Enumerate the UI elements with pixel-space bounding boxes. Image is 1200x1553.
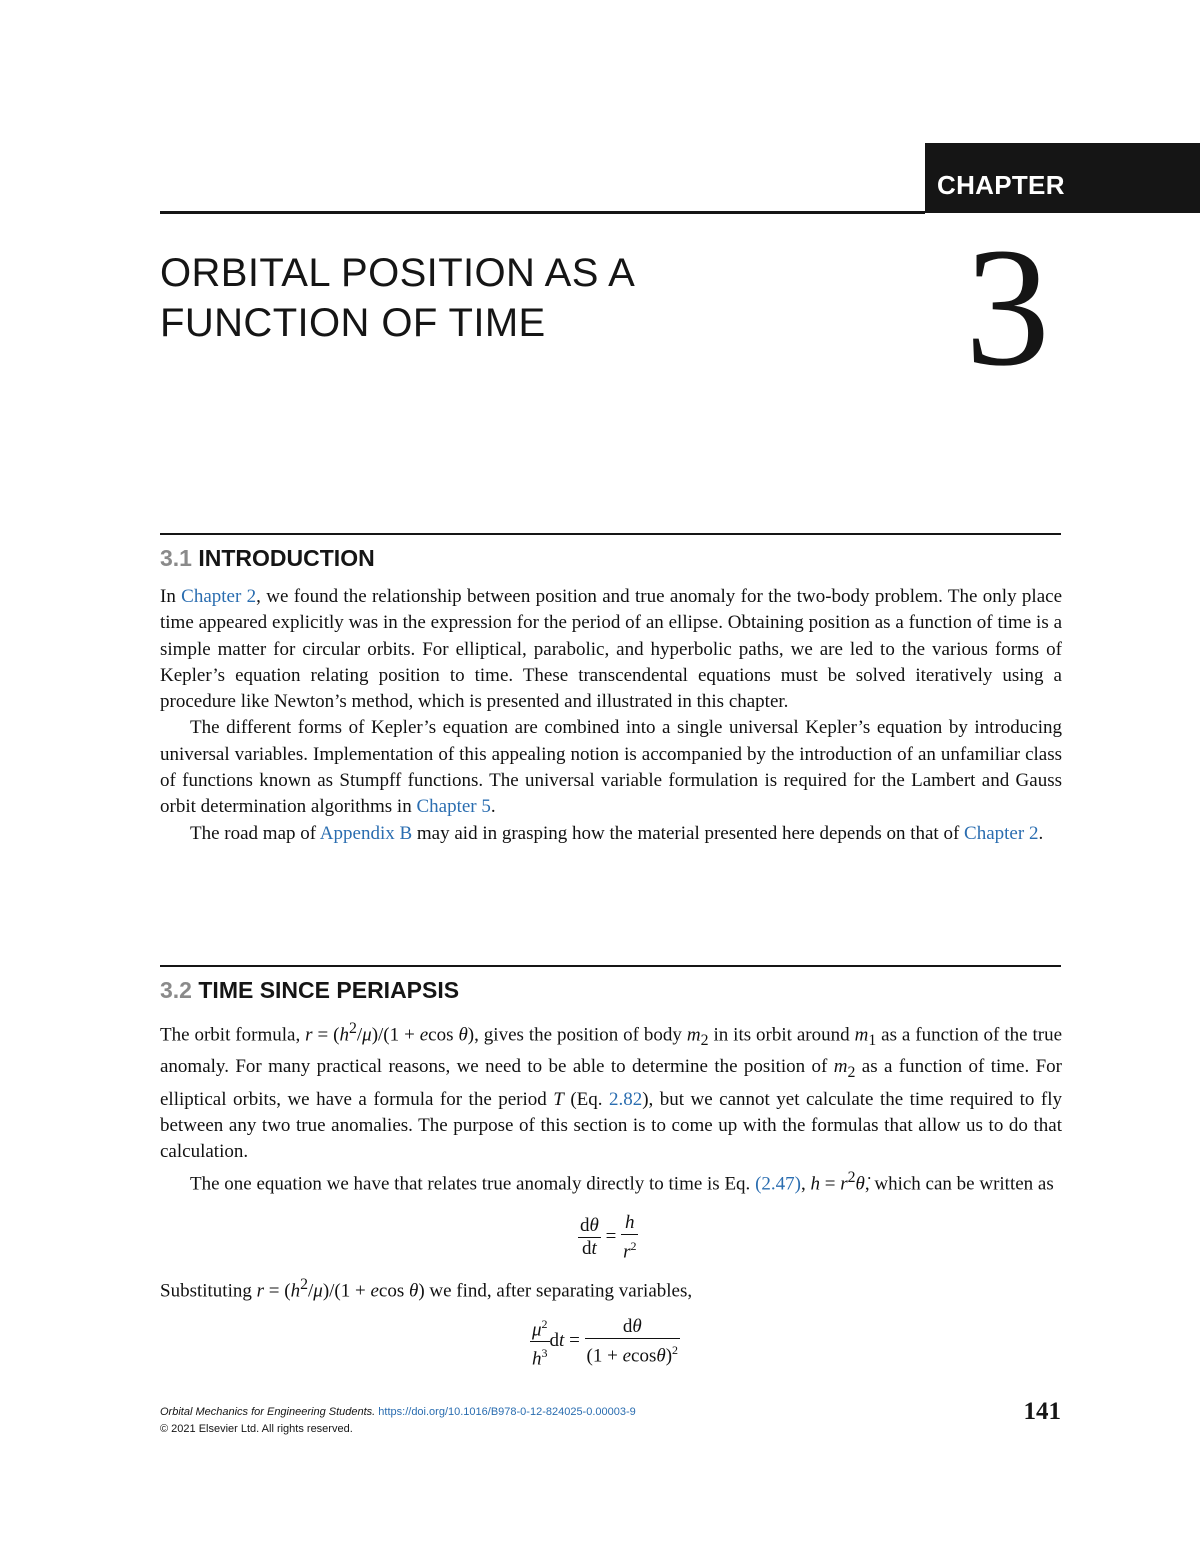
chapter-title-line1: ORBITAL POSITION AS A bbox=[160, 251, 636, 295]
chapter-title-line2: FUNCTION OF TIME bbox=[160, 301, 546, 345]
section-title: INTRODUCTION bbox=[198, 545, 375, 571]
page-footer bbox=[160, 1404, 636, 1438]
paragraph: The one equation we have that relates true anomaly directly to time is Eq. (2.47), $h = r^2\thetȧ$, which can be written as bbox=[190, 1169, 1054, 1195]
chapter-link[interactable]: Chapter 2 bbox=[964, 822, 1039, 844]
appendix-link[interactable]: Appendix B bbox=[319, 822, 413, 844]
equation-link[interactable]: 2.82 bbox=[608, 1088, 643, 1110]
equation-link[interactable]: (2.47) bbox=[755, 1173, 801, 1195]
page-number: 141 bbox=[1023, 1398, 1061, 1425]
equation-dtheta-dt: $\frac{d\theta}{dt}$ = $\frac{h}{r^2}$ bbox=[580, 1212, 637, 1263]
section-number: 3.1 bbox=[160, 545, 192, 571]
copyright: © 2021 Elsevier Ltd. All rights reserved. bbox=[160, 1423, 353, 1435]
section-rule bbox=[160, 533, 1061, 535]
section-body bbox=[160, 1272, 1062, 1305]
section-body bbox=[160, 584, 1062, 847]
chapter-link[interactable]: Chapter 2 bbox=[181, 586, 257, 607]
paragraph: The orbit formula, $r = (h^2/\mu)/(1 + ecos$ θ), gives the position of body $m_2$ in its orbit around $m_1$ as a function of the true anomaly. For many practical reasons, we need to be able to determine the position of $m_2$ as a function of time. For elliptical orbits, we have a formula for the period T (Eq. 2.82), but we cannot yet calculate the time required to fly between any two true anomalies. The purpose of this section is to come up with the formulas that allow us to do that calculation. bbox=[160, 1020, 1063, 1163]
chapter-title bbox=[160, 248, 635, 348]
chapter-link[interactable]: Chapter 5 bbox=[416, 796, 491, 818]
chapter-number: 3 bbox=[965, 213, 1050, 401]
section-heading bbox=[160, 977, 459, 1004]
book-title: Orbital Mechanics for Engineering Students. bbox=[160, 1406, 376, 1418]
chapter-rule bbox=[160, 211, 925, 214]
section-rule bbox=[160, 965, 1061, 967]
section-heading bbox=[160, 545, 375, 572]
chapter-tab: CHAPTER bbox=[925, 143, 1200, 213]
paragraph: Substituting $r = (h^2/\mu)/(1 + ecos$ θ) we find, after separating variables, bbox=[160, 1276, 693, 1302]
paragraph: The road map of Appendix B may aid in grasping how the material presented here depends on that of Chapter 2. bbox=[190, 822, 1044, 844]
equation-separated: $\frac{\mu^2}{h^3}$ dt = $\frac{d\theta}{(1 + ecos\theta)^2}$ bbox=[530, 1313, 680, 1371]
paragraph: The different forms of Kepler’s equation are combined into a single universal Kepler’s equation by introducing universal variables. Implementation of this appealing notion is accompanied by the introduction of an unfamiliar class of functions known as Stumpff functions. The universal variable formulation is required for the Lambert and Gauss orbit determination algorithms in Chapter 5. bbox=[160, 717, 1062, 818]
paragraph: In Chapter 2, we found the relationship between position and true anomaly for the two-body problem. The only place time appeared explicitly was in the expression for the period of an ellipse. Obtaining position as a function of time is a simple matter for circular orbits. For elliptical, parabolic, and hyperbolic paths, we are led to the various forms of Kepler’s equation relating position to time. These transcendental equations must be solved iteratively using a procedure like Newton’s method, which is presented and illustrated in this chapter. bbox=[160, 586, 1063, 713]
section-number: 3.2 bbox=[160, 977, 192, 1003]
section-body bbox=[160, 1016, 1062, 1198]
doi-link[interactable]: https://doi.org/10.1016/B978-0-12-824025-0.00003-9 bbox=[378, 1406, 636, 1418]
section-title: TIME SINCE PERIAPSIS bbox=[198, 977, 460, 1003]
